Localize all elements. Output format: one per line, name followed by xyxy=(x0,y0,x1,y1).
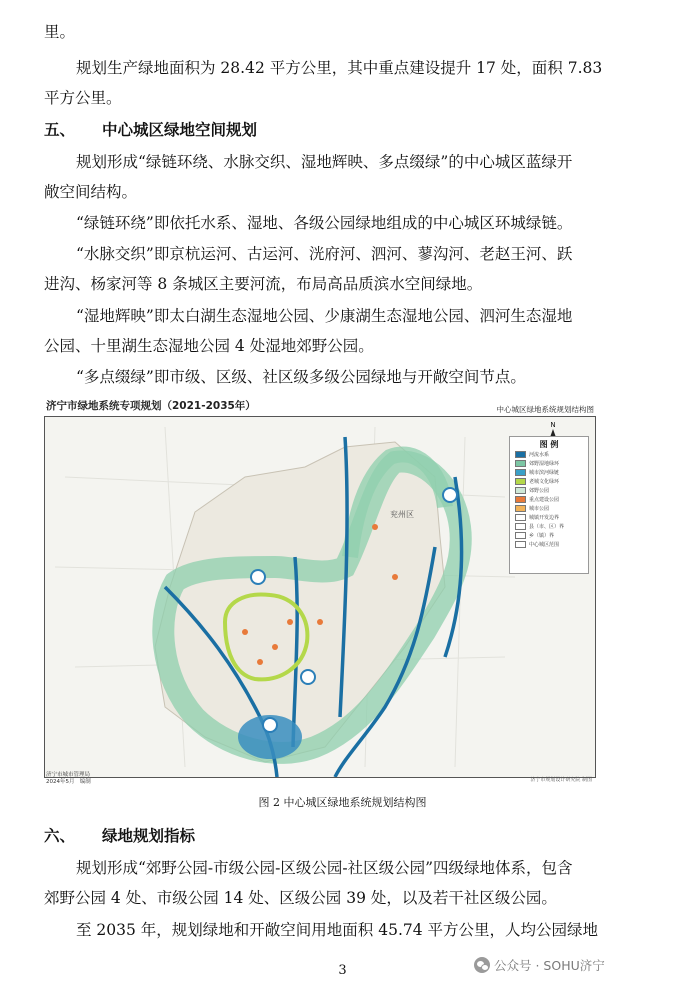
legend-label: 县（市、区）界 xyxy=(529,524,565,530)
watermark xyxy=(474,956,605,974)
map-footer-credit: 济宁市规划设计研究院 制图 xyxy=(530,777,592,783)
legend-items xyxy=(510,450,588,549)
legend-swatch xyxy=(515,505,526,512)
footer-org: 济宁市城市管理局 xyxy=(46,772,91,778)
legend-item xyxy=(515,522,588,531)
map-footer-org xyxy=(46,772,91,786)
legend-swatch xyxy=(515,532,526,539)
legend-swatch xyxy=(515,478,526,485)
paragraph-line: 至 2035 年，规划绿地和开敞空间用地面积 45.74 平方公里，人均公园绿地 xyxy=(76,921,599,939)
watermark-text: 公众号 · SOHU济宁 xyxy=(494,958,605,973)
legend-swatch xyxy=(515,541,526,548)
heading-text: 中心城区绿地空间规划 xyxy=(102,121,258,139)
paragraph-line: 规划形成“绿链环绕、水脉交织、湿地辉映、多点缀绿”的中心城区蓝绿开 xyxy=(76,153,573,171)
paragraph-line: 规划生产绿地面积为 28.42 平方公里，其中重点建设提升 17 处，面积 7.83 xyxy=(76,59,603,77)
paragraph-line: “绿链环绕”即依托水系、湿地、各级公园绿地组成的中心城区环城绿链。 xyxy=(76,214,573,232)
legend-title: 图 例 xyxy=(539,440,559,449)
paragraph-line: “水脉交织”即京杭运河、古运河、洸府河、泗河、蓼沟河、老赵王河、跃 xyxy=(76,245,573,263)
legend-label: 乡（镇）界 xyxy=(529,533,555,539)
figure-caption: 图 2 中心城区绿地系统规划结构图 xyxy=(258,796,427,809)
paragraph-line: “湿地辉映”即太白湖生态湿地公园、少康湖生态湿地公园、泗河生态湿地 xyxy=(76,307,573,325)
legend-swatch xyxy=(515,523,526,530)
heading-text: 绿地规划指标 xyxy=(102,827,196,845)
legend-label: 城镇开发边界 xyxy=(529,515,560,521)
legend-item xyxy=(515,504,588,513)
legend-label: 老城文化绿环 xyxy=(529,479,560,485)
legend-swatch xyxy=(515,496,526,503)
paragraph-line: 规划形成“郊野公园-市级公园-区级公园-社区级公园”四级绿地体系，包含 xyxy=(76,859,573,877)
legend-swatch xyxy=(515,469,526,476)
paragraph-line: 进沟、杨家河等 8 条城区主要河流，布局高品质滨水空间绿地。 xyxy=(44,275,483,293)
wechat-icon xyxy=(474,957,490,973)
legend-swatch xyxy=(515,487,526,494)
legend-item xyxy=(515,450,588,459)
legend-item xyxy=(515,531,588,540)
legend-label: 郊野湿地绿环 xyxy=(529,461,560,467)
legend-label: 中心城区范围 xyxy=(529,542,560,548)
legend-label: 郊野公园 xyxy=(529,488,550,494)
page-number: 3 xyxy=(338,963,347,978)
heading-number: 六、 xyxy=(44,827,76,845)
map-legend xyxy=(509,436,589,574)
north-label: N xyxy=(550,421,556,429)
footer-edit: 编制 xyxy=(79,779,91,785)
legend-item xyxy=(515,495,588,504)
paragraph-line: 郊野公园 4 处、市级公园 14 处、区级公园 39 处，以及若干社区级公园。 xyxy=(44,889,557,907)
legend-label: 重点建设公园 xyxy=(529,497,560,503)
legend-item xyxy=(515,459,588,468)
heading-number: 五、 xyxy=(44,121,76,139)
paragraph-line: 敞空间结构。 xyxy=(44,183,138,201)
district-label: 兖州区 xyxy=(390,510,414,519)
legend-item xyxy=(515,513,588,522)
paragraph-line: “多点缀绿”即市级、区级、社区级多级公园绿地与开敞空间节点。 xyxy=(76,368,526,386)
legend-swatch xyxy=(515,460,526,467)
legend-item xyxy=(515,486,588,495)
legend-label: 城市公园 xyxy=(529,506,550,512)
legend-item xyxy=(515,540,588,549)
legend-label: 河流水系 xyxy=(529,452,550,458)
legend-label: 城市滨河绿链 xyxy=(529,470,560,476)
legend-swatch xyxy=(515,514,526,521)
map-title: 济宁市绿地系统专项规划（2021-2035年） xyxy=(46,400,256,412)
legend-item xyxy=(515,477,588,486)
legend-swatch xyxy=(515,451,526,458)
section-heading-6 xyxy=(44,826,195,846)
paragraph-line: 平方公里。 xyxy=(44,89,122,107)
paragraph-line: 里。 xyxy=(44,23,76,41)
map-subtitle: 中心城区绿地系统规划结构图 xyxy=(496,405,594,414)
footer-date: 2024年5月 xyxy=(46,779,75,785)
paragraph-line: 公园、十里湖生态湿地公园 4 处湿地郊野公园。 xyxy=(44,337,374,355)
section-heading-5 xyxy=(44,120,257,140)
legend-item xyxy=(515,468,588,477)
green-space-structure-map xyxy=(40,398,602,792)
